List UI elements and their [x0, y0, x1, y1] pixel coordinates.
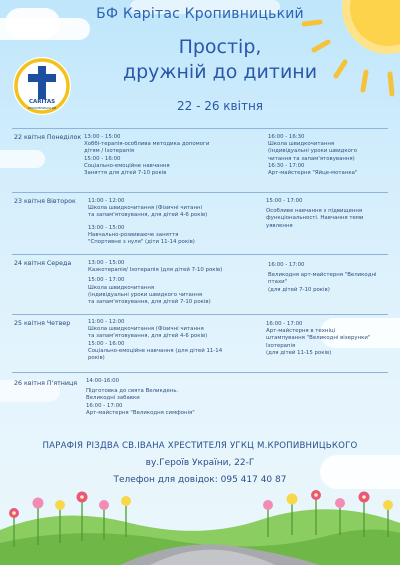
day-friday: 26 квітня П'ятниця	[14, 380, 78, 387]
schedule-line: 15:00 - 17:00	[88, 277, 125, 284]
schedule-line: Соціально-емоційне навчання (для дітей 11-14	[88, 347, 223, 354]
tuesday-activities-col2	[266, 198, 363, 230]
schedule-line: Великодня арт-майстерня "Великодні	[268, 272, 377, 279]
schedule-line: Соціально-емоційне навчання	[84, 162, 170, 169]
wednesday-activities-col1	[88, 260, 222, 306]
schedule-line: 16:30 - 17:00	[268, 162, 305, 169]
schedule-line: 13:00 - 15:00	[88, 224, 125, 231]
schedule-line: 16:00 - 17:00	[268, 262, 305, 268]
cloud-decoration	[0, 150, 45, 168]
row-divider	[12, 128, 388, 129]
schedule-line: функціональності. Навчання теми	[266, 215, 364, 222]
friday-activities-col1	[86, 378, 195, 417]
tuesday-activities-col1	[88, 198, 207, 246]
schedule-line: Школа швидкочитання	[88, 284, 155, 291]
monday-activities-col1	[84, 134, 209, 177]
title-line-1: Простір,	[178, 36, 262, 58]
logo-subtext: КРОПИВНИЦЬКИЙ	[27, 106, 57, 110]
monday-activities-col2	[268, 134, 357, 177]
schedule-line: 15:00 - 17:00	[266, 198, 303, 204]
parish-name: ПАРАФІЯ РІЗДВА СВ.ІВАНА ХРЕСТИТЕЛЯ УГКЦ М.КРОПИВНИЦЬКОГО	[42, 441, 358, 451]
schedule-line: уявлення	[266, 222, 293, 229]
schedule-line: Школа швидкочитання (Фізичні читання	[88, 326, 204, 333]
day-wednesday: 24 квітня Середа	[14, 260, 72, 267]
schedule-line: Підготовка до свята Великдень.	[86, 388, 179, 395]
row-divider	[12, 192, 388, 193]
org-title: БФ Карітас Кропивницький	[96, 6, 304, 22]
schedule-line: 13:00 - 15:00	[84, 134, 121, 140]
schedule-line: Арт-майстерня "Яйце-мотанка"	[268, 170, 358, 177]
schedule-line: Школа швидкочитання (Фізичні читанні	[88, 205, 203, 212]
schedule-line: штампування "Великодні візерунки"	[266, 335, 371, 342]
event-dates: 22 - 26 квітня	[176, 99, 264, 113]
meadow-illustration	[0, 485, 400, 565]
schedule-line: Навчально-розвиваюче заняття	[88, 231, 179, 238]
phone-number: Телефон для довідок: 095 417 40 87	[113, 475, 287, 485]
wednesday-activities-col2	[268, 262, 376, 294]
schedule-line: (індивідуальні уроки швидкого	[268, 148, 358, 155]
schedule-line: "Спортивне з нуля" (діти 11-14 років)	[88, 239, 195, 246]
schedule-line: Хоббі-терапія-особлива методика допомоги	[84, 141, 210, 148]
caritas-logo	[12, 56, 72, 116]
schedule-line: Школа швидкочитання	[268, 141, 335, 148]
schedule-line: Особливе навчання з підвищення	[266, 208, 363, 215]
schedule-line: дітям / Ізотерапія	[84, 148, 135, 155]
schedule-line: років)	[88, 355, 105, 362]
schedule-line: читання та запам'ятовування)	[268, 155, 355, 162]
schedule-line: 11:00 - 12:00	[88, 198, 125, 204]
schedule-line: 16:00 - 16:30	[268, 134, 305, 140]
schedule-line: Казкотерапія/ Ізотерапія (для дітей 7-10 років)	[88, 267, 223, 274]
page-title	[110, 35, 330, 85]
schedule-line: та запам'ятовування, для дітей 4-6 років)	[88, 333, 208, 340]
title-line-2: дружній до дитини	[122, 61, 318, 83]
schedule-line: 16:00 - 17:00	[86, 402, 123, 409]
address: ву.Героїв України, 22-Г	[145, 458, 255, 468]
schedule-line: та запам'ятовування, для дітей 7-10 років)	[88, 299, 211, 306]
day-monday: 22 квітня Понеділок	[14, 134, 82, 141]
row-divider	[12, 314, 388, 315]
schedule-line: 13:00 - 15:00	[88, 260, 125, 266]
schedule-line: 14:00-16:00	[86, 378, 120, 384]
day-tuesday: 23 квітня Вівторок	[14, 198, 76, 205]
schedule-line: 15:00 - 16:00	[84, 155, 121, 162]
schedule-line: (для дітей 7-10 років)	[268, 286, 330, 293]
schedule-line: птахи"	[268, 279, 288, 286]
schedule-line: Заняття для дітей 7-10 років	[84, 170, 167, 177]
schedule-line: Арт-майстерня в техніці	[266, 328, 336, 335]
day-thursday: 25 квітня Четвер	[14, 320, 71, 327]
schedule-line: Арт-майстерня "Великодня симфонія"	[86, 409, 195, 416]
row-divider	[12, 254, 388, 255]
schedule-line: 15:00 - 16:00	[88, 340, 125, 347]
schedule-line: Ізотерапія	[266, 342, 296, 349]
thursday-activities-col1	[88, 319, 222, 362]
schedule-line: Великодні забавки	[86, 395, 140, 402]
schedule-line: 11:00 - 12:00	[88, 319, 125, 325]
logo-text: CARITAS	[28, 99, 56, 105]
schedule-line: та запам'ятовування, для дітей 4-6 років)	[88, 212, 208, 219]
row-divider	[12, 372, 388, 373]
schedule-line: (для дітей 11-15 років)	[266, 349, 332, 356]
schedule-line: 16:00 - 17:00	[266, 321, 303, 327]
schedule-line: (індивідуальні уроки швидкого читання	[88, 291, 203, 298]
thursday-activities-col2	[266, 321, 370, 357]
